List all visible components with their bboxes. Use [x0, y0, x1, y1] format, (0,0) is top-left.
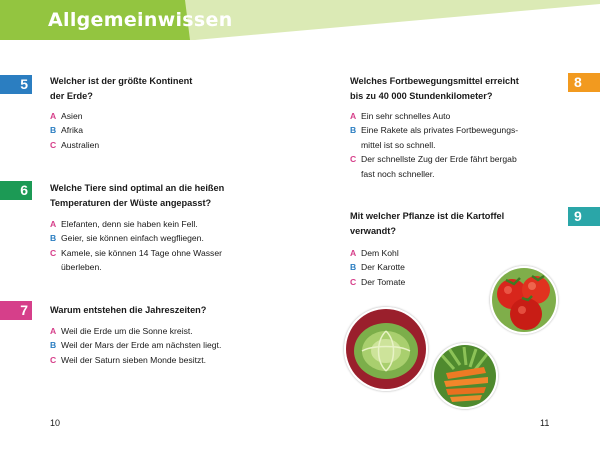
- question-7-answers: [50, 324, 221, 367]
- carrots-icon: [432, 343, 498, 409]
- question-number-6: 6: [0, 181, 32, 200]
- question-7-text: Warum entstehen die Jahreszeiten?: [50, 305, 207, 315]
- question-5-answers: [50, 109, 99, 152]
- page-number-right: 11: [540, 418, 550, 428]
- question-6-answers: [50, 217, 222, 275]
- answer-9a: A Dem Kohl: [350, 248, 399, 258]
- question-8-answers: [350, 109, 565, 181]
- page-number-left: 10: [50, 418, 61, 428]
- answer-9b: B Der Karotte: [350, 262, 405, 273]
- question-number-9: 9: [568, 207, 600, 226]
- question-6-text: Welche Tiere sind optimal an die heißen Temperaturen der Wüste angepasst?: [50, 183, 225, 208]
- tomatoes-icon: [490, 266, 558, 334]
- answer-8a: A Ein sehr schnelles Auto: [350, 111, 451, 121]
- answer-7a: A Weil die Erde um die Sonne kreist.: [50, 326, 193, 336]
- page-title: Allgemeinwissen: [48, 9, 233, 31]
- answer-9c: C Der Tomate: [350, 276, 406, 287]
- question-5-text: Welcher ist der größte Kontinent der Erde?: [50, 76, 193, 101]
- question-number-7: 7: [0, 301, 32, 320]
- answer-7c: C Weil der Saturn sieben Monde besitzt.: [50, 354, 207, 365]
- question-9-answers: [350, 246, 405, 289]
- question-number-8: 8: [568, 73, 600, 92]
- answer-6a: A Elefanten, denn sie haben kein Fell.: [50, 219, 198, 229]
- question-9-text: Mit welcher Pflanze ist die Kartoffel verwandt?: [350, 211, 505, 236]
- cabbage-icon: [344, 307, 428, 391]
- answer-8c: C Der schnellste Zug der Erde fährt bergab fast noch schneller.: [350, 154, 517, 179]
- answer-8b: B Eine Rakete als privates Fortbewegungs- mittel ist so schnell.: [350, 125, 519, 150]
- answer-6c: C Kamele, sie können 14 Tage ohne Wasser überleben.: [50, 247, 222, 273]
- answer-7b: B Weil der Mars der Erde am nächsten liegt.: [50, 340, 222, 351]
- answer-5c: C Australien: [50, 139, 100, 150]
- answer-5b: B Afrika: [50, 125, 83, 136]
- question-8-text: Welches Fortbewegungsmittel erreicht bis zu 40 000 Stundenkilometer?: [350, 76, 519, 101]
- answer-6b: B Geier, sie können einfach wegfliegen.: [50, 233, 204, 244]
- answer-5a: A Asien: [50, 111, 83, 121]
- question-number-5: 5: [0, 75, 32, 94]
